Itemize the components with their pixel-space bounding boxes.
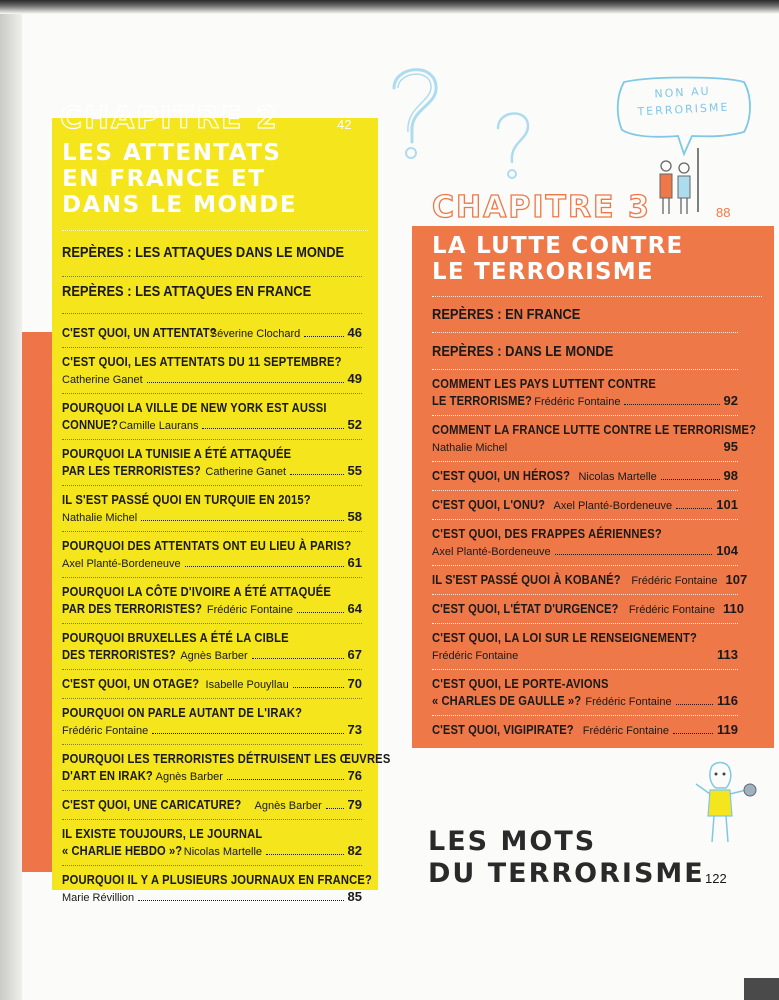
dot-leader [661,479,720,480]
toc-item-page: 98 [723,468,738,483]
toc-item-page: 92 [723,393,738,408]
glossary-title-line-1: LES MOTS [428,826,597,857]
dot-leader [624,404,719,405]
toc-item-title: C'EST QUOI, UN ATTENTAT? [62,325,217,340]
toc-item-title: C'EST QUOI, L'ÉTAT D'URGENCE? [432,601,619,616]
toc-item[interactable] [432,462,738,490]
toc-item-page: 55 [347,463,362,478]
toc-item-title: POURQUOI LA VILLE DE NEW YORK EST AUSSI [62,400,327,415]
divider [432,490,738,491]
toc-item-title: POURQUOI LES TERRORISTES DÉTRUISENT LES ŒUVRES [62,751,391,766]
chapter-3-title [432,234,683,286]
toc-item[interactable] [62,745,391,790]
divider [432,519,738,520]
dot-leader [676,704,713,705]
toc-item[interactable] [62,866,373,911]
toc-item[interactable] [62,486,362,531]
dot-leader [511,450,719,451]
divider [432,565,738,566]
toc-item-author: Agnès Barber [180,650,248,662]
dot-leader [141,520,343,521]
reperes-label: REPÈRES : LES ATTAQUES DANS LE MONDE [62,244,345,261]
dot-leader [555,554,713,555]
reperes-label: REPÈRES : LES ATTAQUES EN FRANCE [62,283,312,300]
toc-item[interactable] [432,416,757,461]
toc-item-title-cont: « CHARLES DE GAULLE »? [432,693,582,708]
dot-leader [185,566,344,567]
toc-item-author: Frédéric Fontaine [206,604,294,616]
reperes-label: REPÈRES : EN FRANCE [432,306,581,323]
toc-item-title: POURQUOI ON PARLE AUTANT DE L'IRAK? [62,705,303,720]
dot-leader [673,733,713,734]
reperes-label: REPÈRES : DANS LE MONDE [432,343,614,360]
toc-item-author: Nicolas Martelle [183,846,263,858]
toc-item-title: C'EST QUOI, LES ATTENTATS DU 11 SEPTEMBRE? [62,354,342,369]
toc-item-author: Catherine Ganet [205,466,287,478]
toc-item-page: 46 [347,325,362,340]
toc-item-author: Nathalie Michel [62,512,138,524]
toc-item-page: 76 [347,768,362,783]
divider [432,369,738,370]
dot-leader [138,900,343,901]
toc-item[interactable] [432,520,738,565]
chapter-3-label: CHAPITRE 3 [432,190,651,225]
toc-item[interactable] [62,394,362,439]
page-gutter [0,14,22,1000]
chapter-2-page: 42 [337,117,352,132]
toc-item-author: Agnès Barber [155,771,223,783]
toc-item[interactable] [62,791,362,819]
glossary-title-line-2: DU TERRORISME [428,858,705,890]
chapter-3-reperes-france[interactable] [432,302,738,332]
dot-leader [252,658,344,659]
toc-item[interactable] [432,624,738,669]
toc-item-title: POURQUOI IL Y A PLUSIEURS JOURNAUX EN FRANCE? [62,872,373,887]
toc-item-page: 101 [716,497,738,512]
toc-item[interactable] [432,370,738,415]
toc-item-page: 82 [347,843,362,858]
toc-item[interactable] [62,314,362,347]
toc-item-page: 110 [723,601,745,616]
divider [432,715,738,716]
toc-item[interactable] [62,670,362,698]
toc-item-author: Frédéric Fontaine [432,650,519,662]
toc-item[interactable] [62,820,362,865]
toc-item-title-cont: LE TERRORISME? [432,393,532,408]
divider [62,819,362,820]
toc-item-title: C'EST QUOI, L'ONU? [432,497,546,512]
toc-item-author: Frédéric Fontaine [628,604,716,616]
toc-item[interactable] [62,348,362,393]
toc-item[interactable] [62,440,362,485]
toc-item-title-cont: CONNUE? [62,417,118,432]
divider [432,594,738,595]
toc-item-author: Axel Planté-Bordeneuve [553,500,673,512]
toc-item-page: 52 [347,417,362,432]
toc-item-page: 49 [347,371,362,386]
sign-line-2: TERRORISME [637,100,730,119]
toc-item-page: 119 [717,722,738,737]
dot-leader [266,854,344,855]
toc-item-title: C'EST QUOI, UN OTAGE? [62,676,200,691]
divider [62,577,362,578]
chapter-2-label: CHAPITRE 2 [60,101,279,136]
chapter-3-title-line-1: LA LUTTE CONTRE [432,233,684,259]
toc-item-title: POURQUOI LA CÔTE D'IVOIRE A ÉTÉ ATTAQUÉE [62,584,331,599]
divider [62,744,362,745]
divider [62,865,362,866]
toc-item-page: 79 [347,797,362,812]
dot-leader [202,428,343,429]
facing-page-edge [22,332,52,872]
toc-item-page: 70 [347,676,362,691]
divider [62,669,362,670]
glossary-title[interactable] [428,826,705,891]
divider [62,790,362,791]
toc-item-page: 64 [347,601,362,616]
toc-item-author: Nicolas Martelle [578,471,657,483]
dot-leader [293,687,344,688]
sign-text [625,81,741,121]
toc-item[interactable] [432,670,738,715]
toc-item-title: IL S'EST PASSÉ QUOI EN TURQUIE EN 2015? [62,492,311,507]
protesters-doodle [652,148,712,216]
dot-leader [147,382,344,383]
question-mark-doodle-large [384,58,444,162]
toc-item[interactable] [62,624,362,669]
toc-item-page: 113 [717,647,738,662]
toc-item-author: Marie Révillion [62,892,135,904]
chapter-3-reperes-monde[interactable] [432,333,738,369]
chapter-2-title-line-1: LES ATTENTATS [62,140,282,166]
chapter-2-reperes-world[interactable] [62,240,362,276]
toc-item[interactable] [432,716,738,744]
toc-item[interactable] [432,566,748,594]
divider [62,347,362,348]
chapter-3-title-line-2: LE TERRORISME [432,258,654,285]
divider [62,698,362,699]
toc-item-title: IL S'EST PASSÉ QUOI À KOBANÉ? [432,572,621,587]
toc-item[interactable] [432,595,745,623]
divider [432,461,738,462]
toc-item-title: C'EST QUOI, LE PORTE-AVIONS [432,676,609,691]
divider [62,485,362,486]
divider [62,623,362,624]
dot-leader [227,779,344,780]
divider [432,296,762,297]
toc-item-author: Frédéric Fontaine [582,725,669,737]
toc-item[interactable] [62,578,362,623]
chapter-2-reperes-france[interactable] [62,277,362,313]
divider [432,415,738,416]
toc-item[interactable] [432,491,738,519]
dot-leader [290,474,343,475]
dot-leader [522,658,713,659]
chapter-2-toc [62,240,391,911]
dot-leader [326,808,344,809]
toc-item-author: Agnès Barber [254,800,322,812]
divider [432,623,738,624]
toc-item-title: COMMENT LA FRANCE LUTTE CONTRE LE TERRORISME? [432,422,757,437]
toc-item[interactable] [62,532,362,577]
chapter-2-title-line-3: DANS LE MONDE [62,191,298,218]
toc-item-page: 95 [723,439,738,454]
divider [432,669,738,670]
divider [62,439,362,440]
toc-item-title-cont: PAR LES TERRORISTES? [62,463,201,478]
toc-item[interactable] [62,699,362,744]
toc-item-title-cont: « CHARLIE HEBDO »? [62,843,183,858]
toc-item-author: Séverine Clochard [209,328,301,340]
toc-item-author: Frédéric Fontaine [62,725,149,737]
chapter-3-page: 88 [716,205,731,220]
sign-line-1: NON AU [654,84,711,101]
page-corner-mark [744,978,779,1000]
toc-item-page: 107 [725,572,748,587]
toc-item-author: Nathalie Michel [432,442,508,454]
toc-item-title: C'EST QUOI, LA LOI SUR LE RENSEIGNEMENT? [432,630,698,645]
toc-item-author: Axel Planté-Bordeneuve [432,546,551,558]
divider [62,393,362,394]
toc-item-title: C'EST QUOI, UN HÉROS? [432,468,571,483]
toc-item-page: 67 [347,647,362,662]
toc-item-author: Camille Laurans [118,420,199,432]
toc-item-author: Isabelle Pouyllau [205,679,289,691]
toc-item-title: IL EXISTE TOUJOURS, LE JOURNAL [62,826,263,841]
toc-item-title-cont: PAR DES TERRORISTES? [62,601,203,616]
divider [62,313,362,314]
toc-item-title: POURQUOI DES ATTENTATS ONT EU LIEU À PARIS? [62,538,352,553]
toc-item-author: Frédéric Fontaine [534,396,621,408]
toc-item-title: POURQUOI LA TUNISIE A ÉTÉ ATTAQUÉE [62,446,292,461]
toc-item-title-cont: D'ART EN IRAK? [62,768,153,783]
toc-item-author: Catherine Ganet [62,374,143,386]
toc-item-author: Frédéric Fontaine [631,575,718,587]
divider [62,531,362,532]
divider [62,230,368,231]
toc-item-page: 73 [347,722,362,737]
toc-item-title: POURQUOI BRUXELLES A ÉTÉ LA CIBLE [62,630,289,645]
toc-item-title: C'EST QUOI, DES FRAPPES AÉRIENNES? [432,526,662,541]
toc-item-page: 116 [717,693,738,708]
page-top-shadow [0,0,779,14]
question-mark-doodle-small [490,104,534,184]
dot-leader [152,733,343,734]
chapter-2-title-line-2: EN FRANCE ET [62,165,266,192]
toc-item-title: COMMENT LES PAYS LUTTENT CONTRE [432,376,656,391]
glossary-page: 122 [705,871,727,886]
toc-item-author: Axel Planté-Bordeneuve [62,558,181,570]
dot-leader [297,612,343,613]
toc-item-page: 61 [347,555,362,570]
toc-item-page: 104 [716,543,738,558]
toc-item-title: C'EST QUOI, VIGIPIRATE? [432,722,574,737]
dot-leader [304,336,343,337]
chapter-3-toc [432,302,757,744]
toc-item-author: Frédéric Fontaine [585,696,672,708]
toc-item-page: 58 [347,509,362,524]
toc-item-title: C'EST QUOI, UNE CARICATURE? [62,797,242,812]
toc-item-title-cont: DES TERRORISTES? [62,647,176,662]
dot-leader [676,508,712,509]
toc-item-page: 85 [347,889,362,904]
chapter-2-title [62,141,297,218]
